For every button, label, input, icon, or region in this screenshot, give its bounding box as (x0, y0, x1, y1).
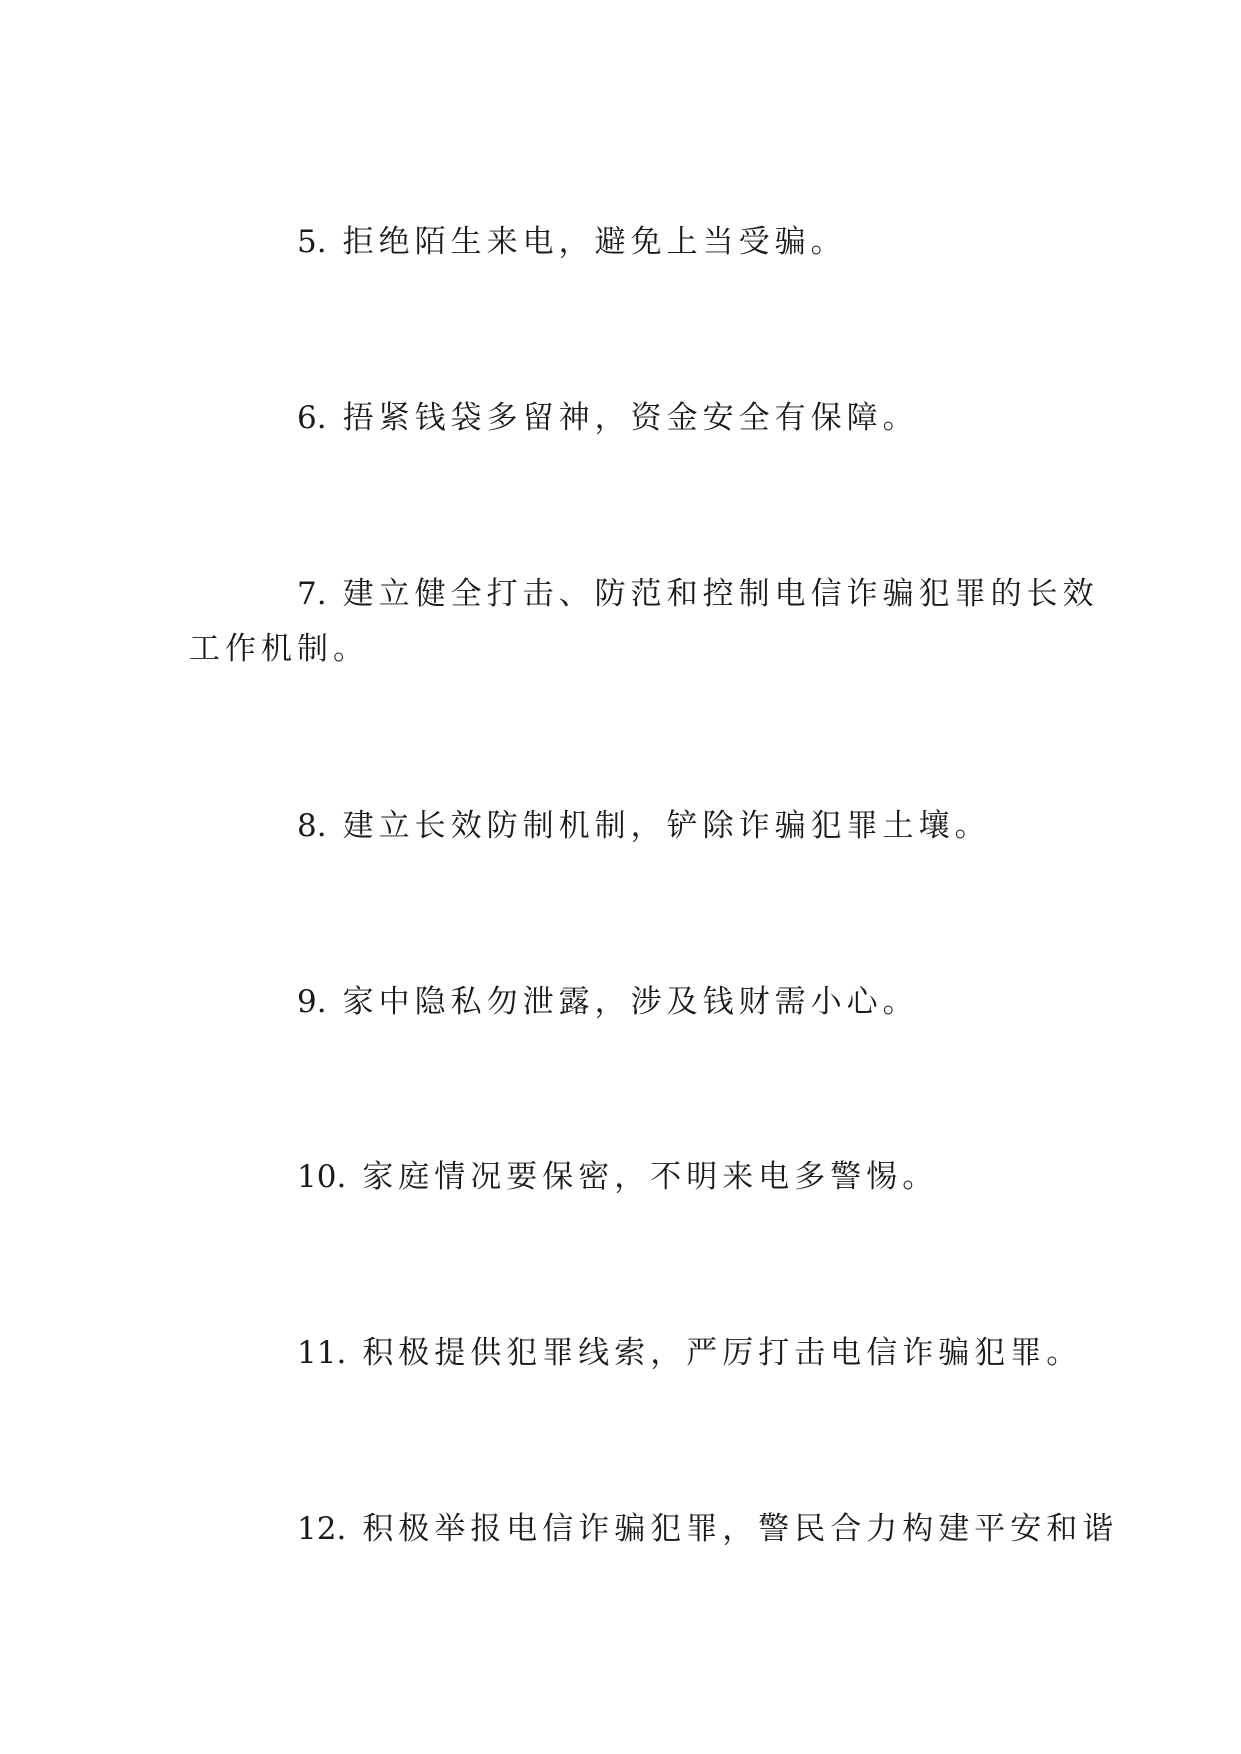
item-text: 积极举报电信诈骗犯罪，警民合力构建平安和谐 (362, 1511, 1119, 1547)
item-text: 家中隐私勿泄露，涉及钱财需小心。 (342, 984, 919, 1020)
item-number: 5. (297, 224, 327, 260)
item-text-continuation: 工作机制。 (189, 631, 369, 667)
item-number: 10. (297, 1159, 347, 1195)
list-item-9 (297, 969, 919, 1035)
item-text: 积极提供犯罪线索，严厉打击电信诈骗犯罪。 (362, 1335, 1083, 1371)
item-text: 拒绝陌生来电，避免上当受骗。 (342, 224, 847, 260)
item-text: 捂紧钱袋多留神，资金安全有保障。 (342, 400, 919, 436)
item-number: 6. (297, 400, 327, 436)
list-item-7-continuation (189, 616, 369, 682)
list-item-11 (297, 1320, 1082, 1386)
item-number: 8. (297, 808, 327, 844)
item-number: 7. (297, 576, 327, 612)
list-item-12 (297, 1496, 1118, 1562)
item-text: 建立健全打击、防范和控制电信诈骗犯罪的长效 (342, 576, 1099, 612)
item-number: 11. (297, 1335, 347, 1371)
item-number: 9. (297, 984, 327, 1020)
item-number: 12. (297, 1511, 347, 1547)
list-item-10 (297, 1144, 938, 1210)
list-item-8 (297, 793, 991, 859)
list-item-5 (297, 209, 847, 275)
item-text: 家庭情况要保密，不明来电多警惕。 (362, 1159, 939, 1195)
list-item-7 (297, 561, 1099, 627)
list-item-6 (297, 385, 919, 451)
item-text: 建立长效防制机制，铲除诈骗犯罪土壤。 (342, 808, 991, 844)
